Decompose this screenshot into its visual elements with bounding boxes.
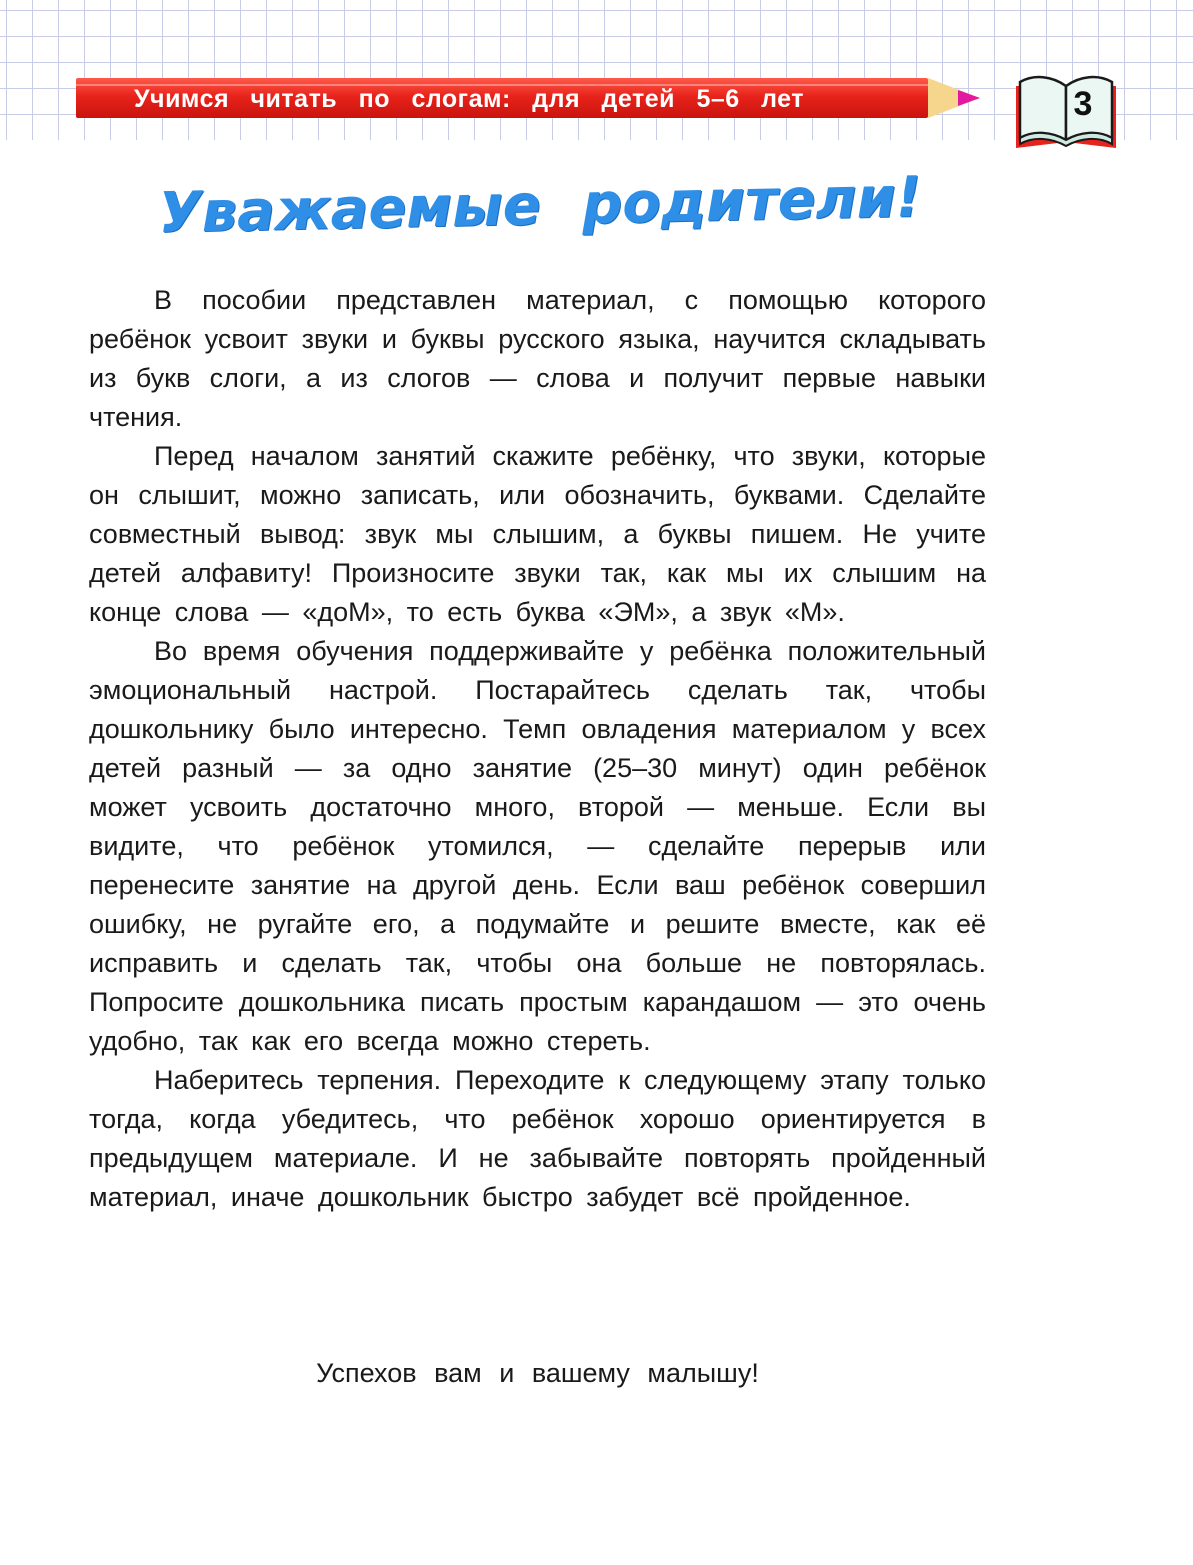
paragraph: В пособии представлен материал, с помощью которого ребёнок усвоит звуки и буквы русского языка, научится складывать из букв слоги, а из слогов — слова и получит первые навыки чтения. [89,285,986,432]
book-series-title: Учимся читать по слогам: для детей 5–6 лет [134,85,804,113]
open-book-icon [1012,72,1120,152]
paragraph: Во время обучения поддерживайте у ребёнка положительный эмоциональный настрой. Постарайтесь сделать так, чтобы дошкольнику было интересно. Темп овладения материалом у всех детей разный — за одно занятие (25–30 минут) один ребёнок может усвоить достаточно много, второй — меньше. Если вы видите, что ребёнок утомился, — сделайте перерыв или перенесите занятие на другой день. Если ваш ребёнок совершил ошибку, не ругайте его, а подумайте и решите вместе, как её исправить и сделать так, чтобы она больше не повторялась. Попросите дошкольника писать простым карандашом — это очень удобно, так как его всегда можно стереть. [89,636,986,1056]
pencil-lead [958,90,980,106]
page-title: Уважаемые родители! [157,165,922,246]
closing-line: Успехов вам и вашему малышу! [316,1358,759,1388]
paragraph: Наберитесь терпения. Переходите к следующему этапу только тогда, когда убедитесь, что ребёнок хорошо ориентируется в предыдущем материале. И не забывайте повторять пройденный материал, иначе дошкольник быстро забудет всё пройденное. [89,1065,986,1212]
paragraph: Перед началом занятий скажите ребёнку, что звуки, которые он слышит, можно записать, или обозначить, буквами. Сделайте совместный вывод: звук мы слышим, а буквы пишем. Не учите детей алфавиту! Произносите звуки так, как мы их слышим на конце слова — «доМ», то есть буква «ЭМ», а звук «М». [89,441,986,627]
body-text [89,281,986,1217]
page-number: 3 [1073,85,1093,123]
